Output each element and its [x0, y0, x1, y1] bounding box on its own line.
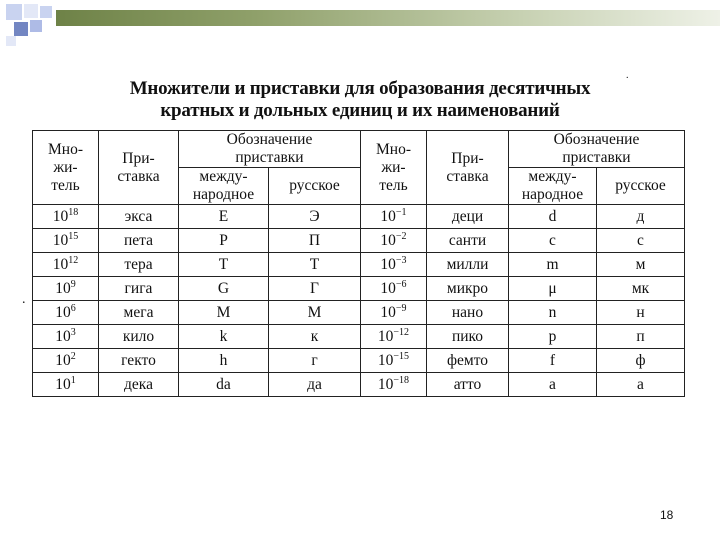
- prefix-cell: пико: [427, 325, 509, 349]
- table-row: [33, 301, 685, 325]
- decorative-square: [6, 36, 16, 46]
- russian-symbol-cell: Э: [269, 205, 361, 229]
- slide-header-band: [56, 10, 720, 26]
- russian-symbol-cell: М: [269, 301, 361, 325]
- intl-symbol-cell: p: [509, 325, 597, 349]
- table-row: [33, 325, 685, 349]
- multiplier-cell: $10^9$: [33, 277, 99, 301]
- intl-symbol-cell: k: [179, 325, 269, 349]
- table-row: [33, 253, 685, 277]
- intl-symbol-cell: m: [509, 253, 597, 277]
- prefix-cell: милли: [427, 253, 509, 277]
- multiplier-cell: $10^{-1}$: [361, 205, 427, 229]
- prefix-cell: дека: [99, 373, 179, 397]
- header-multiplier: Мно- жи- тель: [361, 131, 427, 205]
- multiplier-cell: $10^1$: [33, 373, 99, 397]
- scan-speck: .: [626, 70, 629, 81]
- intl-symbol-cell: c: [509, 229, 597, 253]
- intl-symbol-cell: da: [179, 373, 269, 397]
- russian-symbol-cell: Т: [269, 253, 361, 277]
- multiplier-cell: $10^{-9}$: [361, 301, 427, 325]
- multiplier-cell: $10^{-2}$: [361, 229, 427, 253]
- table-row: [33, 229, 685, 253]
- decorative-square: [30, 20, 42, 32]
- decorative-square: [6, 4, 22, 20]
- intl-symbol-cell: f: [509, 349, 597, 373]
- russian-symbol-cell: ф: [597, 349, 685, 373]
- intl-symbol-cell: h: [179, 349, 269, 373]
- russian-symbol-cell: мк: [597, 277, 685, 301]
- intl-symbol-cell: n: [509, 301, 597, 325]
- multiplier-cell: $10^3$: [33, 325, 99, 349]
- multiplier-cell: $10^6$: [33, 301, 99, 325]
- multiplier-cell: $10^{-15}$: [361, 349, 427, 373]
- header-international: между- народное: [179, 168, 269, 205]
- intl-symbol-cell: G: [179, 277, 269, 301]
- prefix-cell: атто: [427, 373, 509, 397]
- header-russian: русское: [269, 168, 361, 205]
- header-international: между- народное: [509, 168, 597, 205]
- header-prefix: При- ставка: [99, 131, 179, 205]
- multiplier-cell: $10^{12}$: [33, 253, 99, 277]
- multiplier-cell: $10^{18}$: [33, 205, 99, 229]
- prefix-cell: пета: [99, 229, 179, 253]
- header-designation: Обозначение приставки: [179, 131, 361, 168]
- title-line-1: Множители и приставки для образования десятичных: [129, 78, 591, 99]
- decorative-square: [40, 6, 52, 18]
- prefix-cell: микро: [427, 277, 509, 301]
- intl-symbol-cell: E: [179, 205, 269, 229]
- multiplier-cell: $10^{-6}$: [361, 277, 427, 301]
- multiplier-cell: $10^{-3}$: [361, 253, 427, 277]
- prefix-cell: экса: [99, 205, 179, 229]
- table-row: [33, 349, 685, 373]
- russian-symbol-cell: м: [597, 253, 685, 277]
- russian-symbol-cell: да: [269, 373, 361, 397]
- prefix-cell: деци: [427, 205, 509, 229]
- russian-symbol-cell: д: [597, 205, 685, 229]
- multiplier-cell: $10^{-12}$: [361, 325, 427, 349]
- header-prefix: При- ставка: [427, 131, 509, 205]
- prefix-cell: санти: [427, 229, 509, 253]
- russian-symbol-cell: г: [269, 349, 361, 373]
- prefix-cell: гекто: [99, 349, 179, 373]
- table-row: [33, 373, 685, 397]
- russian-symbol-cell: Г: [269, 277, 361, 301]
- multiplier-cell: $10^{15}$: [33, 229, 99, 253]
- page-number: 18: [660, 508, 674, 522]
- intl-symbol-cell: a: [509, 373, 597, 397]
- russian-symbol-cell: к: [269, 325, 361, 349]
- decorative-square: [14, 22, 28, 36]
- prefix-cell: тера: [99, 253, 179, 277]
- header-designation: Обозначение приставки: [509, 131, 685, 168]
- prefix-table: [32, 130, 685, 397]
- prefix-cell: нано: [427, 301, 509, 325]
- prefix-cell: гига: [99, 277, 179, 301]
- scan-speck: .: [22, 292, 26, 307]
- multiplier-cell: $10^2$: [33, 349, 99, 373]
- table-row: [33, 277, 685, 301]
- russian-symbol-cell: н: [597, 301, 685, 325]
- prefix-cell: кило: [99, 325, 179, 349]
- table-title: [40, 78, 680, 122]
- russian-symbol-cell: П: [269, 229, 361, 253]
- decorative-square: [24, 4, 38, 18]
- intl-symbol-cell: μ: [509, 277, 597, 301]
- prefix-cell: мега: [99, 301, 179, 325]
- russian-symbol-cell: с: [597, 229, 685, 253]
- title-line-2: кратных и дольных единиц и их наименований: [160, 100, 560, 121]
- prefix-cell: фемто: [427, 349, 509, 373]
- russian-symbol-cell: а: [597, 373, 685, 397]
- header-russian: русское: [597, 168, 685, 205]
- intl-symbol-cell: P: [179, 229, 269, 253]
- table-row: [33, 205, 685, 229]
- header-multiplier: Мно- жи- тель: [33, 131, 99, 205]
- russian-symbol-cell: п: [597, 325, 685, 349]
- multiplier-cell: $10^{-18}$: [361, 373, 427, 397]
- intl-symbol-cell: T: [179, 253, 269, 277]
- intl-symbol-cell: M: [179, 301, 269, 325]
- intl-symbol-cell: d: [509, 205, 597, 229]
